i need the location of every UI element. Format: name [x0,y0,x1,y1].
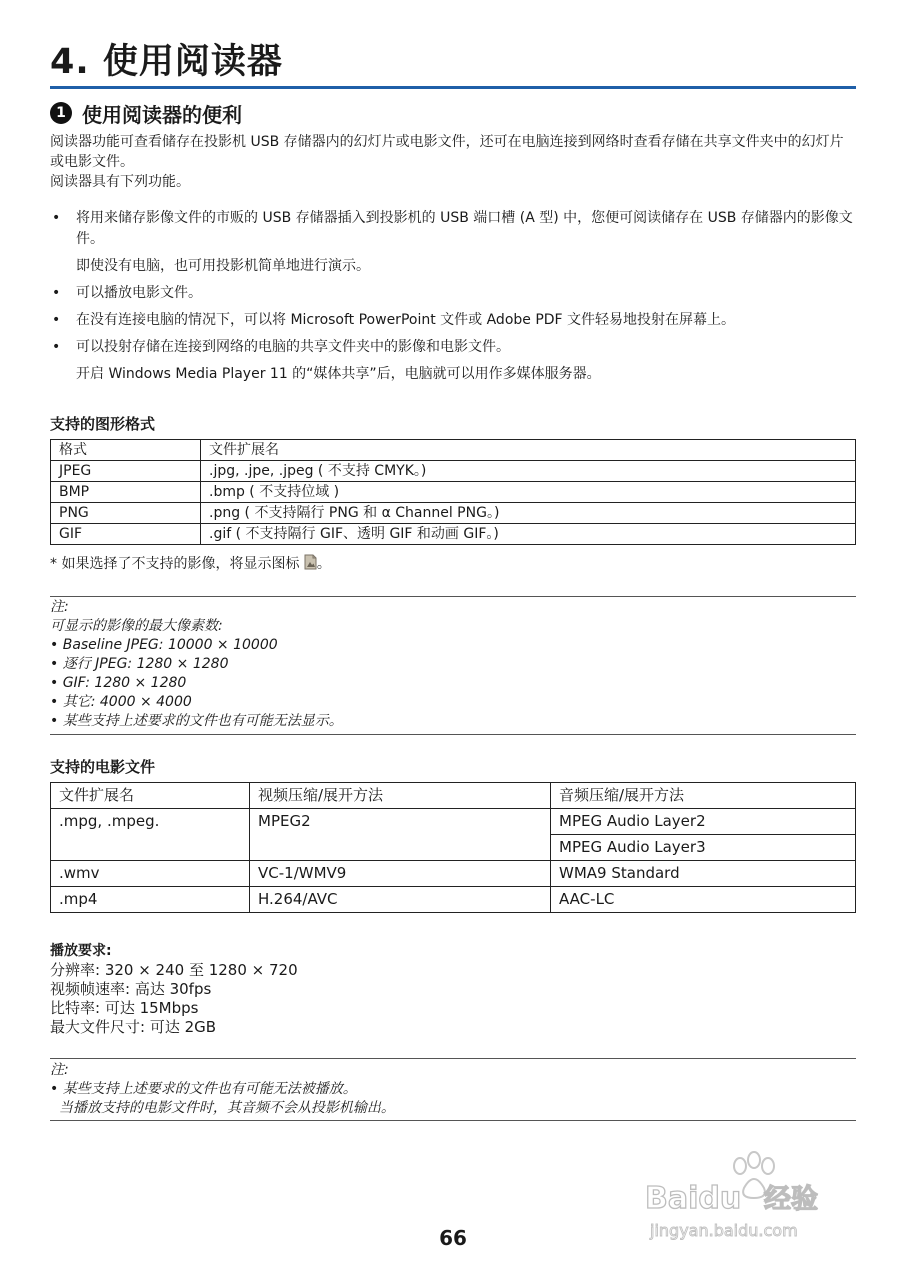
image-footnote [50,554,856,574]
table-row [51,809,856,835]
note-divider-bottom [50,1120,856,1121]
playback-line: 比特率: 可达 15Mbps [50,999,199,1017]
image-formats-table [50,439,856,545]
table-cell: .bmp ( 不支持位域 ) [201,482,856,503]
feature-item [50,337,856,358]
note-playback [50,1061,856,1118]
note-label: 注: [50,599,69,615]
table-header-cell: 格式 [51,440,201,461]
feature-item [50,310,856,331]
table-cell: MPEG2 [250,809,551,861]
feature-subtext: 开启 Windows Media Player 11 的“媒体共享”后，电脑就可以用作多媒体服务器。 [76,366,601,382]
note-divider-bottom [50,734,856,735]
section-intro-2: 阅读器具有下列功能。 [50,174,190,190]
feature-item [50,208,856,250]
table-header-cell: 文件扩展名 [201,440,856,461]
feature-item [50,283,856,304]
table-cell: .jpg, .jpe, .jpeg ( 不支持 CMYK。) [201,461,856,482]
table-cell: MPEG Audio Layer3 [551,835,856,861]
table-row [51,887,856,913]
baidu-watermark-logo [640,1148,860,1248]
table-header-row [51,783,856,809]
watermark-url: jingyan.baidu.com [650,1221,798,1240]
table-row [51,503,856,524]
unsupported-image-icon [304,554,317,570]
note-line: 可显示的影像的最大像素数: [50,618,223,634]
table-row [51,482,856,503]
table-header-row [51,440,856,461]
table-cell: VC-1/WMV9 [250,861,551,887]
table-row [51,524,856,545]
bullet-dot-icon: • [52,312,61,328]
footnote-period: 。 [316,556,331,572]
table-cell: GIF [51,524,201,545]
table-cell: H.264/AVC [250,887,551,913]
image-footnote-text: * 如果选择了不支持的影像，将显示图标 [50,556,300,572]
playback-line: 视频帧速率: 高达 30fps [50,980,212,998]
feature-subtext: 即使没有电脑，也可用投影机简单地进行演示。 [76,258,370,274]
page-number: 66 [439,1226,467,1250]
note-line: • 逐行 JPEG: 1280 × 1280 [50,656,229,672]
note-divider-top [50,596,856,597]
table-cell: WMA9 Standard [551,861,856,887]
table-header-cell: 音频压缩/展开方法 [551,783,856,809]
note-line: • GIF: 1280 × 1280 [50,675,187,691]
bullet-dot-icon: • [52,210,61,226]
watermark-brand: Baidu [645,1181,742,1216]
playback-line: 分辨率: 320 × 240 至 1280 × 720 [50,961,298,979]
table-row [51,861,856,887]
table-cell: .png ( 不支持隔行 PNG 和 α Channel PNG。) [201,503,856,524]
table-cell: .gif ( 不支持隔行 GIF、透明 GIF 和动画 GIF。) [201,524,856,545]
chapter-title: 4. 使用阅读器 [50,42,283,82]
table-row [51,461,856,482]
table-cell: .mp4 [51,887,250,913]
playback-requirements [50,942,856,1037]
note-line: • 某些支持上述要求的文件也有可能无法被播放。 [50,1081,357,1097]
watermark-suffix: 经验 [764,1184,818,1215]
note-line: • 其它: 4000 × 4000 [50,694,192,710]
section-title: 使用阅读器的便利 [82,102,242,127]
note-line: 当播放支持的电影文件时，其音频不会从投影机输出。 [50,1100,395,1116]
table-cell: AAC-LC [551,887,856,913]
table-cell: .wmv [51,861,250,887]
table-cell: BMP [51,482,201,503]
feature-text: 可以播放电影文件。 [76,285,202,301]
section-heading [50,100,242,126]
note-line: • 某些支持上述要求的文件也有可能无法显示。 [50,713,343,729]
feature-list [50,208,856,391]
playback-heading: 播放要求: [50,943,112,959]
note-display-limits [50,598,856,731]
chapter-rule [50,86,856,89]
table-header-cell: 视频压缩/展开方法 [250,783,551,809]
note-divider-top [50,1058,856,1059]
section-intro: 阅读器功能可查看储存在投影机 USB 存储器内的幻灯片或电影文件，还可在电脑连接到网络时查看存储在共享文件夹中的幻灯片或电影文件。 [50,134,844,170]
table-cell: PNG [51,503,201,524]
table-cell: JPEG [51,461,201,482]
note-label: 注: [50,1062,69,1078]
movie-formats-heading: 支持的电影文件 [50,758,156,776]
movie-formats-table [50,782,856,913]
playback-line: 最大文件尺寸: 可达 2GB [50,1018,217,1036]
table-header-cell: 文件扩展名 [51,783,250,809]
image-formats-heading: 支持的图形格式 [50,415,156,433]
feature-text: 可以投射存储在连接到网络的电脑的共享文件夹中的影像和电影文件。 [76,339,510,355]
note-line: • Baseline JPEG: 10000 × 10000 [50,637,278,653]
feature-text: 将用来储存影像文件的市贩的 USB 存储器插入到投影机的 USB 端口槽 (A 型) 中，您便可阅读储存在 USB 存储器内的影像文件。 [76,210,853,247]
table-cell: .mpg, .mpeg. [51,809,250,861]
table-cell: MPEG Audio Layer2 [551,809,856,835]
bullet-dot-icon: • [52,339,61,355]
section-number-badge: 1 [50,102,72,124]
feature-text: 在没有连接电脑的情况下，可以将 Microsoft PowerPoint 文件或 Adobe PDF 文件轻易地投射在屏幕上。 [76,312,736,328]
bullet-dot-icon: • [52,285,61,301]
